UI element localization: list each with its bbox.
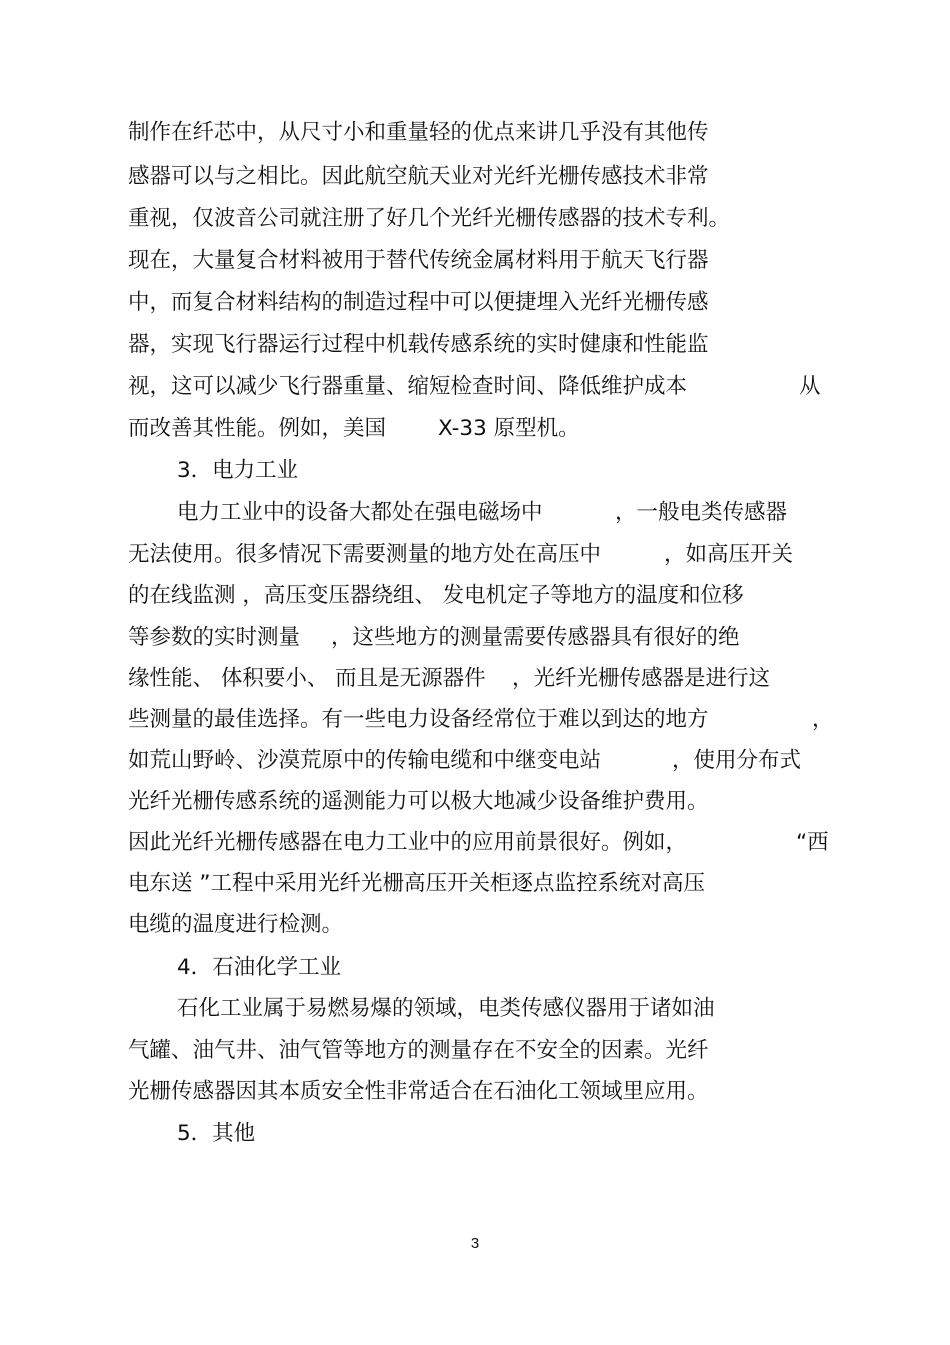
body-text-line: 气罐、油气井、油气管等地方的测量存在不安全的因素。光纤 — [128, 1038, 709, 1063]
body-text-fragment: ，光纤光栅传感器是进行这 — [512, 666, 771, 691]
body-text-fragment: ，这些地方的测量需要传感器具有很好的绝 — [331, 625, 740, 650]
body-text-line: 现在，大量复合材料被用于替代传统金属材料用于航天飞行器 — [128, 248, 709, 273]
section-heading: 4．石油化学工业 — [177, 955, 342, 980]
body-text-line: 电东送 ”工程中采用光纤光栅高压开关柜逐点监控系统对高压 — [128, 871, 705, 896]
body-text-fragment: ，如高压开关 — [664, 542, 794, 567]
body-text-fragment: X-33 原型机。 — [438, 416, 580, 441]
body-text-line: 视，这可以减少飞行器重量、缩短检查时间、降低维护成本 — [128, 374, 688, 399]
body-text-line: 器，实现飞行器运行过程中机载传感系统的实时健康和性能监 — [128, 332, 709, 357]
body-text-fragment: ，一般电类传感器 — [615, 500, 788, 525]
body-text-line: 缘性能、 体积要小、 而且是无源器件 — [128, 666, 486, 691]
section-heading: 3．电力工业 — [177, 458, 299, 483]
body-text-line: 石化工业属于易燃易爆的领域，电类传感仪器用于诸如油 — [177, 996, 715, 1021]
body-text-line: 重视，仅波音公司就注册了好几个光纤光栅传感器的技术专利。 — [128, 206, 731, 231]
body-text-fragment: “西 — [796, 830, 829, 855]
body-text-line: 电力工业中的设备大都处在强电磁场中 — [177, 500, 543, 525]
body-text-line: 的在线监测 ，高压变压器绕组、 发电机定子等地方的温度和位移 — [128, 583, 744, 608]
body-text-fragment: ，使用分布式 — [672, 748, 802, 773]
body-text-line: 制作在纤芯中，从尺寸小和重量轻的优点来讲几乎没有其他传 — [128, 120, 709, 145]
body-text-line: 些测量的最佳选择。有一些电力设备经常位于难以到达的地方 — [128, 707, 709, 732]
body-text-line: 中，而复合材料结构的制造过程中可以便捷埋入光纤光栅传感 — [128, 290, 709, 315]
body-text-line: 光纤光栅传感系统的遥测能力可以极大地减少设备维护费用。 — [128, 789, 709, 814]
section-heading: 5．其他 — [177, 1121, 256, 1146]
body-text-line: 电缆的温度进行检测。 — [128, 912, 344, 937]
body-text-line: 因此光纤光栅传感器在电力工业中的应用前景很好。例如， — [128, 830, 688, 855]
body-text-line: 光栅传感器因其本质安全性非常适合在石油化工领域里应用。 — [128, 1079, 709, 1104]
body-text-line: 感器可以与之相比。因此航空航天业对光纤光栅传感技术非常 — [128, 164, 709, 189]
body-text-line: 等参数的实时测量 — [128, 625, 301, 650]
body-text-line: 如荒山野岭、沙漠荒原中的传输电缆和中继变电站 — [128, 748, 602, 773]
body-text-fragment: 从 — [799, 374, 821, 399]
body-text-line: 无法使用。很多情况下需要测量的地方处在高压中 — [128, 542, 602, 567]
page-number: 3 — [470, 1235, 480, 1252]
body-text-line: 而改善其性能。例如，美国 — [128, 416, 387, 441]
body-text-fragment: ， — [812, 707, 834, 732]
